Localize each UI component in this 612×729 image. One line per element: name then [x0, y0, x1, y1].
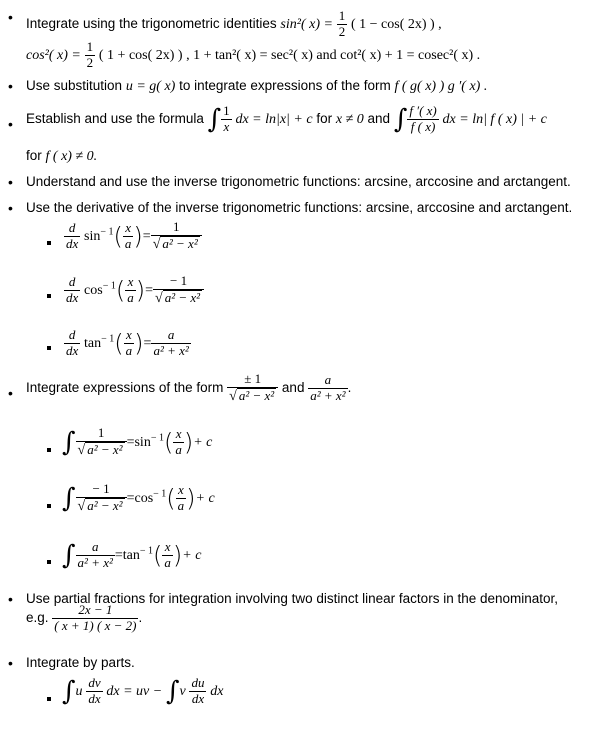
item-integrate-parts: Integrate by parts. [26, 655, 135, 670]
bullet: • [8, 174, 13, 190]
item-inverse-trig-derivative: Use the derivative of the inverse trigonometric functions: arcsine, arccosine and arctangent. [26, 200, 573, 215]
item-inverse-trig: Understand and use the inverse trigonometric functions: arcsine, arccosine and arctangent. [26, 174, 571, 189]
identity-cos2-rhs: ( 1 + cos( 2x) ) , 1 + tan²( x) = sec²( x) and cot²( x) + 1 = cosec²( x) . [98, 48, 481, 63]
partial-fraction-example: e.g. $\frac{2x - 1}{( x + 1) ( x - 2)}$ . [26, 602, 143, 633]
bullet: • [8, 116, 13, 132]
formula-ln-f: dx = ln| f ( x) | + c [442, 112, 547, 127]
sub-bullet [47, 448, 51, 452]
one-over-x: $\frac{1}{x}$ [223, 103, 230, 134]
bullet: • [8, 9, 13, 25]
integration-by-parts-formula: ∫u $\frac{dv}{dx}$ dx = uv − ∫v $\frac{du}{dx}$ dx [62, 675, 224, 707]
substitution-expr: u = g( x) [125, 79, 176, 94]
bullet: • [8, 591, 13, 607]
sub-bullet [47, 697, 51, 701]
item-log-formula-line2: for f ( x) ≠ 0. [26, 148, 98, 164]
identity-sin2: sin²( x) = [280, 17, 333, 32]
integral-arccos: ∫ $\frac{- 1}{\text{√ a² − x²}}$ $=\cos^{- 1}$( $\frac{x}{a}$ )+ c [62, 481, 215, 514]
sub-bullet [47, 504, 51, 508]
bullet: • [8, 200, 13, 216]
derivative-arcsin: $\frac{d}{dx}$ $\sin^{- 1}$( $\frac{x}{a}$ )= $\frac{1}{\text{√ a² − x²}}$ [64, 220, 202, 253]
integral-arctan: ∫ $\frac{a}{\text{a² + x²}}$ $=\tan^{- 1}$( $\frac{x}{a}$ )+ c [62, 539, 202, 571]
sub-bullet [47, 241, 51, 245]
bullet: • [8, 78, 13, 94]
integral-arcsin: ∫ $\frac{1}{\text{√ a² − x²}}$ $=\sin^{- 1}$( $\frac{x}{a}$ )+ c [62, 425, 213, 458]
derivative-arctan: $\frac{d}{dx}$ $\tan^{- 1}$( $\frac{x}{a}$ )= $\frac{a}{\text{a² + x²}}$ [66, 327, 189, 358]
identity-cos2: cos²( x) = [26, 48, 81, 63]
item-log-formula: Establish and use the formula ∫ $\frac{1}{x}$ dx = ln|x| + c for x ≠ 0 and ∫ $\frac{f '( x)}{f ( x)}$ dx = ln| f ( x) | + c [26, 103, 547, 135]
integral-sign: ∫ [393, 104, 408, 135]
item-trig-identities: Integrate using the trigonometric identities sin²( x) = $\frac{1}{2}$ ( 1 − cos( 2x) ) , [26, 8, 442, 39]
fprime-over-f: $\frac{f '( x)}{f ( x)}$ [409, 103, 437, 134]
bullet: • [8, 385, 13, 401]
identity-sin2-rhs: ( 1 − cos( 2x) ) , [350, 17, 442, 32]
sub-bullet [47, 346, 51, 350]
bullet: • [8, 655, 13, 671]
item-partial-fractions: Use partial fractions for integration involving two distinct linear factors in the denominator, [26, 591, 559, 606]
sub-bullet [47, 560, 51, 564]
half-fraction: $\frac{1}{2}$ [86, 39, 94, 70]
integral-sign: ∫ [207, 104, 222, 135]
sub-bullet [47, 294, 51, 298]
derivative-arccos: $\frac{d}{dx}$ $\cos^{- 1}$( $\frac{x}{a}$ )= $\frac{- 1}{\text{√ a² − x²}}$ [64, 274, 204, 307]
formula-ln-x: dx = ln|x| + c [235, 112, 313, 127]
item-integrate-forms: Integrate expressions of the form $\frac{\pm 1}{\text{√ a² − x²}}$ and $\frac{a}{\text{a² + x²}}$ . [26, 371, 352, 404]
substitution-form: f ( g( x) ) g ′( x) . [394, 79, 488, 94]
item-trig-identities-line2 [26, 40, 480, 71]
half-fraction: $\frac{1}{2}$ [338, 8, 346, 39]
item-substitution: Use substitution u = g( x) to integrate expressions of the form f ( g( x) ) g ′( x) . [26, 78, 488, 94]
